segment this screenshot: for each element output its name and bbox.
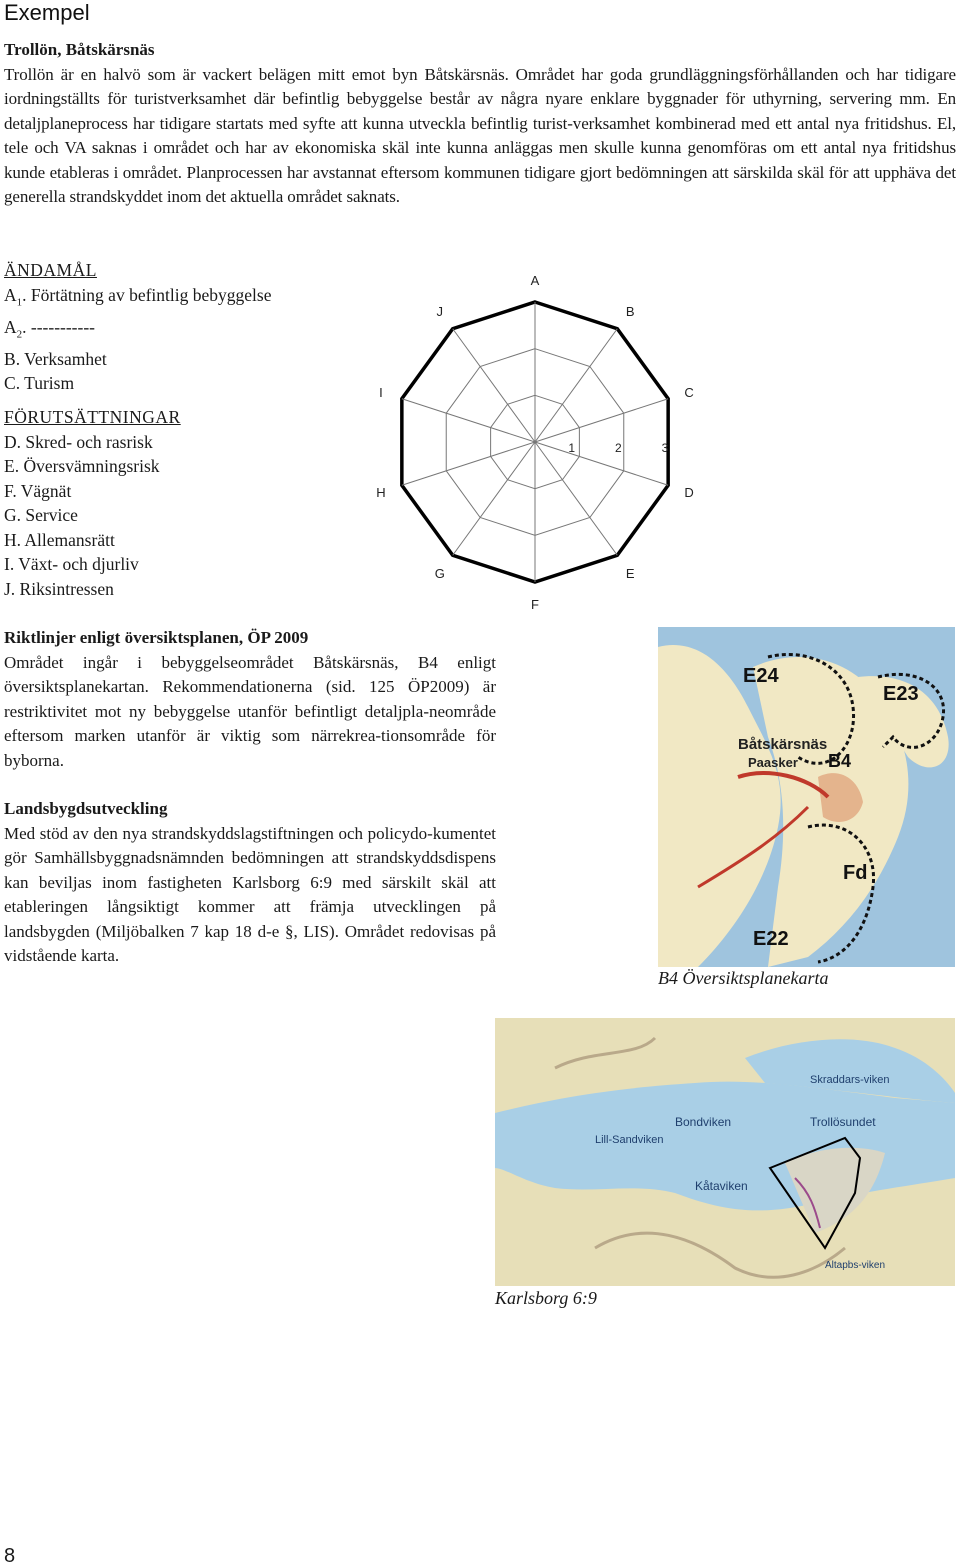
radar-chart: [360, 262, 710, 612]
karlsborg-map-svg: [495, 1018, 955, 1286]
radar-ring-label: 1: [568, 441, 576, 455]
map-label-e24: E24: [743, 665, 779, 687]
map-label-e23: E23: [883, 683, 919, 705]
guidelines-section: [4, 626, 496, 773]
map-label-e22: E22: [753, 928, 789, 950]
purpose-item: $A_2$. -----------: [4, 316, 95, 340]
overview-map-svg: [658, 627, 955, 967]
guidelines-text: Området ingår i bebyggelseområdet Båtskärsnäs, B4 enligt översiktsplanekartan. Rekommendationerna (sid. 125 ÖP2009) är restriktivitet mot ny bebyggelse utanför befintligt detaljpla-neområde eftersom marken utanför är viktig som närrekrea-tionsområde för byborna.: [4, 652, 496, 770]
rural-title: Landsbygdsutveckling: [4, 799, 168, 818]
map-label-paasker: Paasker: [748, 755, 798, 770]
radar-axis-label-i: I: [379, 384, 383, 400]
condition-item: H. Allemansrätt: [4, 529, 115, 550]
radar-ring-label: 2: [614, 441, 622, 455]
conditions-heading: FÖRUTSÄTTNINGAR: [4, 407, 181, 427]
overview-map: [658, 627, 955, 967]
radar-axis-label-g: G: [434, 566, 445, 582]
radar-spoke-g: [453, 442, 535, 555]
radar-axis-label-c: C: [684, 384, 694, 400]
purpose-item: C. Turism: [4, 373, 75, 393]
intro-title: Trollön, Båtskärsnäs: [4, 40, 155, 59]
radar-axis-label-h: H: [376, 485, 386, 501]
map-label-trollosundet: Trollösundet: [810, 1115, 876, 1129]
rural-text: Med stöd av den nya strandskyddslagstiftningen och policydo-kumentet gör Samhällsbyggnadsnämnden bedömningen att strandskyddsdispens kan beviljas inom fastigheten Karlsborg 6:9 med särskilt skäl att etableringen långsiktigt kommer att främja utvecklingen på landsbygden (Miljöbalken 7 kap 18 d-e §, LIS). Området redovisas på vidstående karta.: [4, 823, 496, 965]
condition-item: E. Översvämningsrisk: [4, 456, 160, 476]
purpose-item: B. Verksamhet: [4, 348, 107, 369]
karlsborg-map-caption: Karlsborg 6:9: [495, 1288, 597, 1308]
guidelines-title: Riktlinjer enligt översiktsplanen, ÖP 2009: [4, 628, 309, 647]
map-label-fd: Fd: [843, 862, 868, 884]
radar-axis-label-f: F: [531, 597, 539, 612]
map-label-skraddarsviken: Skraddars-viken: [810, 1074, 890, 1086]
radar-spoke-b: [535, 329, 617, 442]
condition-item: D. Skred- och rasrisk: [4, 431, 153, 452]
intro-text: Trollön är en halvö som är vackert belägen mitt emot byn Båtskärsnäs. Området har goda grundläggningsförhållanden och har tidigare iordningställts för turistverksamhet där befintlig bebyggelse består av några nyare enklare byggnader för uthyrning, servering mm. En detaljplaneprocess har tidigare startats med syfte att kunna utveckla befintlig turist-verksamhet kombinerad med ett antal nya fritidshus. El, tele och VA saknas i området och har av ekonomiska skäl inte kunna anläggas men skulle kunna genomföras om ett antal nya fritidshus kunde etableras i området. Planprocessen har avstannat eftersom kommunen tidigare gjort bedömningen att särskilda skäl för att upphäva det generella strandskyddet inom det aktuella området saknats.: [4, 64, 956, 206]
condition-item: J. Riksintressen: [4, 578, 114, 599]
radar-ring-label: 3: [661, 441, 669, 455]
purpose-list: [4, 258, 271, 396]
page-header: Exempel: [4, 0, 90, 25]
karlsborg-map: [495, 1018, 955, 1286]
radar-spoke-c: [535, 399, 668, 442]
radar-spoke-d: [535, 442, 668, 485]
radar-axis-label-a: A: [530, 273, 540, 288]
radar-axis-label-e: E: [625, 566, 635, 582]
map-label-batskarsnas: Båtskärsnäs: [738, 736, 828, 753]
radar-axis-label-d: D: [684, 485, 694, 501]
radar-svg: [360, 262, 710, 612]
conditions-list: [4, 405, 181, 601]
map-label-bondviken: Bondviken: [675, 1115, 732, 1129]
rural-section: [4, 797, 496, 969]
purpose-item: $A_1$. Förtätning av befintlig bebyggelse: [4, 284, 272, 308]
map-label-kataviken: Kåtaviken: [695, 1179, 748, 1193]
radar-spoke-e: [535, 442, 617, 555]
map-label-lill-sandviken: Lill-Sandviken: [595, 1134, 664, 1146]
radar-axis-label-b: B: [625, 303, 635, 319]
radar-axis-label-j: J: [436, 303, 444, 319]
radar-spoke-h: [402, 442, 535, 485]
purpose-heading: ÄNDAMÅL: [4, 260, 97, 280]
radar-spoke-j: [453, 329, 535, 442]
map-label-b4: B4: [828, 751, 852, 771]
map-label-altapbsviken: Altapbs-viken: [825, 1260, 886, 1271]
radar-spoke-i: [402, 399, 535, 442]
condition-item: F. Vägnät: [4, 480, 72, 501]
page-number: 8: [4, 1545, 16, 1567]
condition-item: I. Växt- och djurliv: [4, 554, 139, 574]
condition-item: G. Service: [4, 505, 78, 525]
intro-section: [4, 38, 956, 210]
overview-map-caption: B4 Översiktsplanekarta: [658, 968, 829, 988]
